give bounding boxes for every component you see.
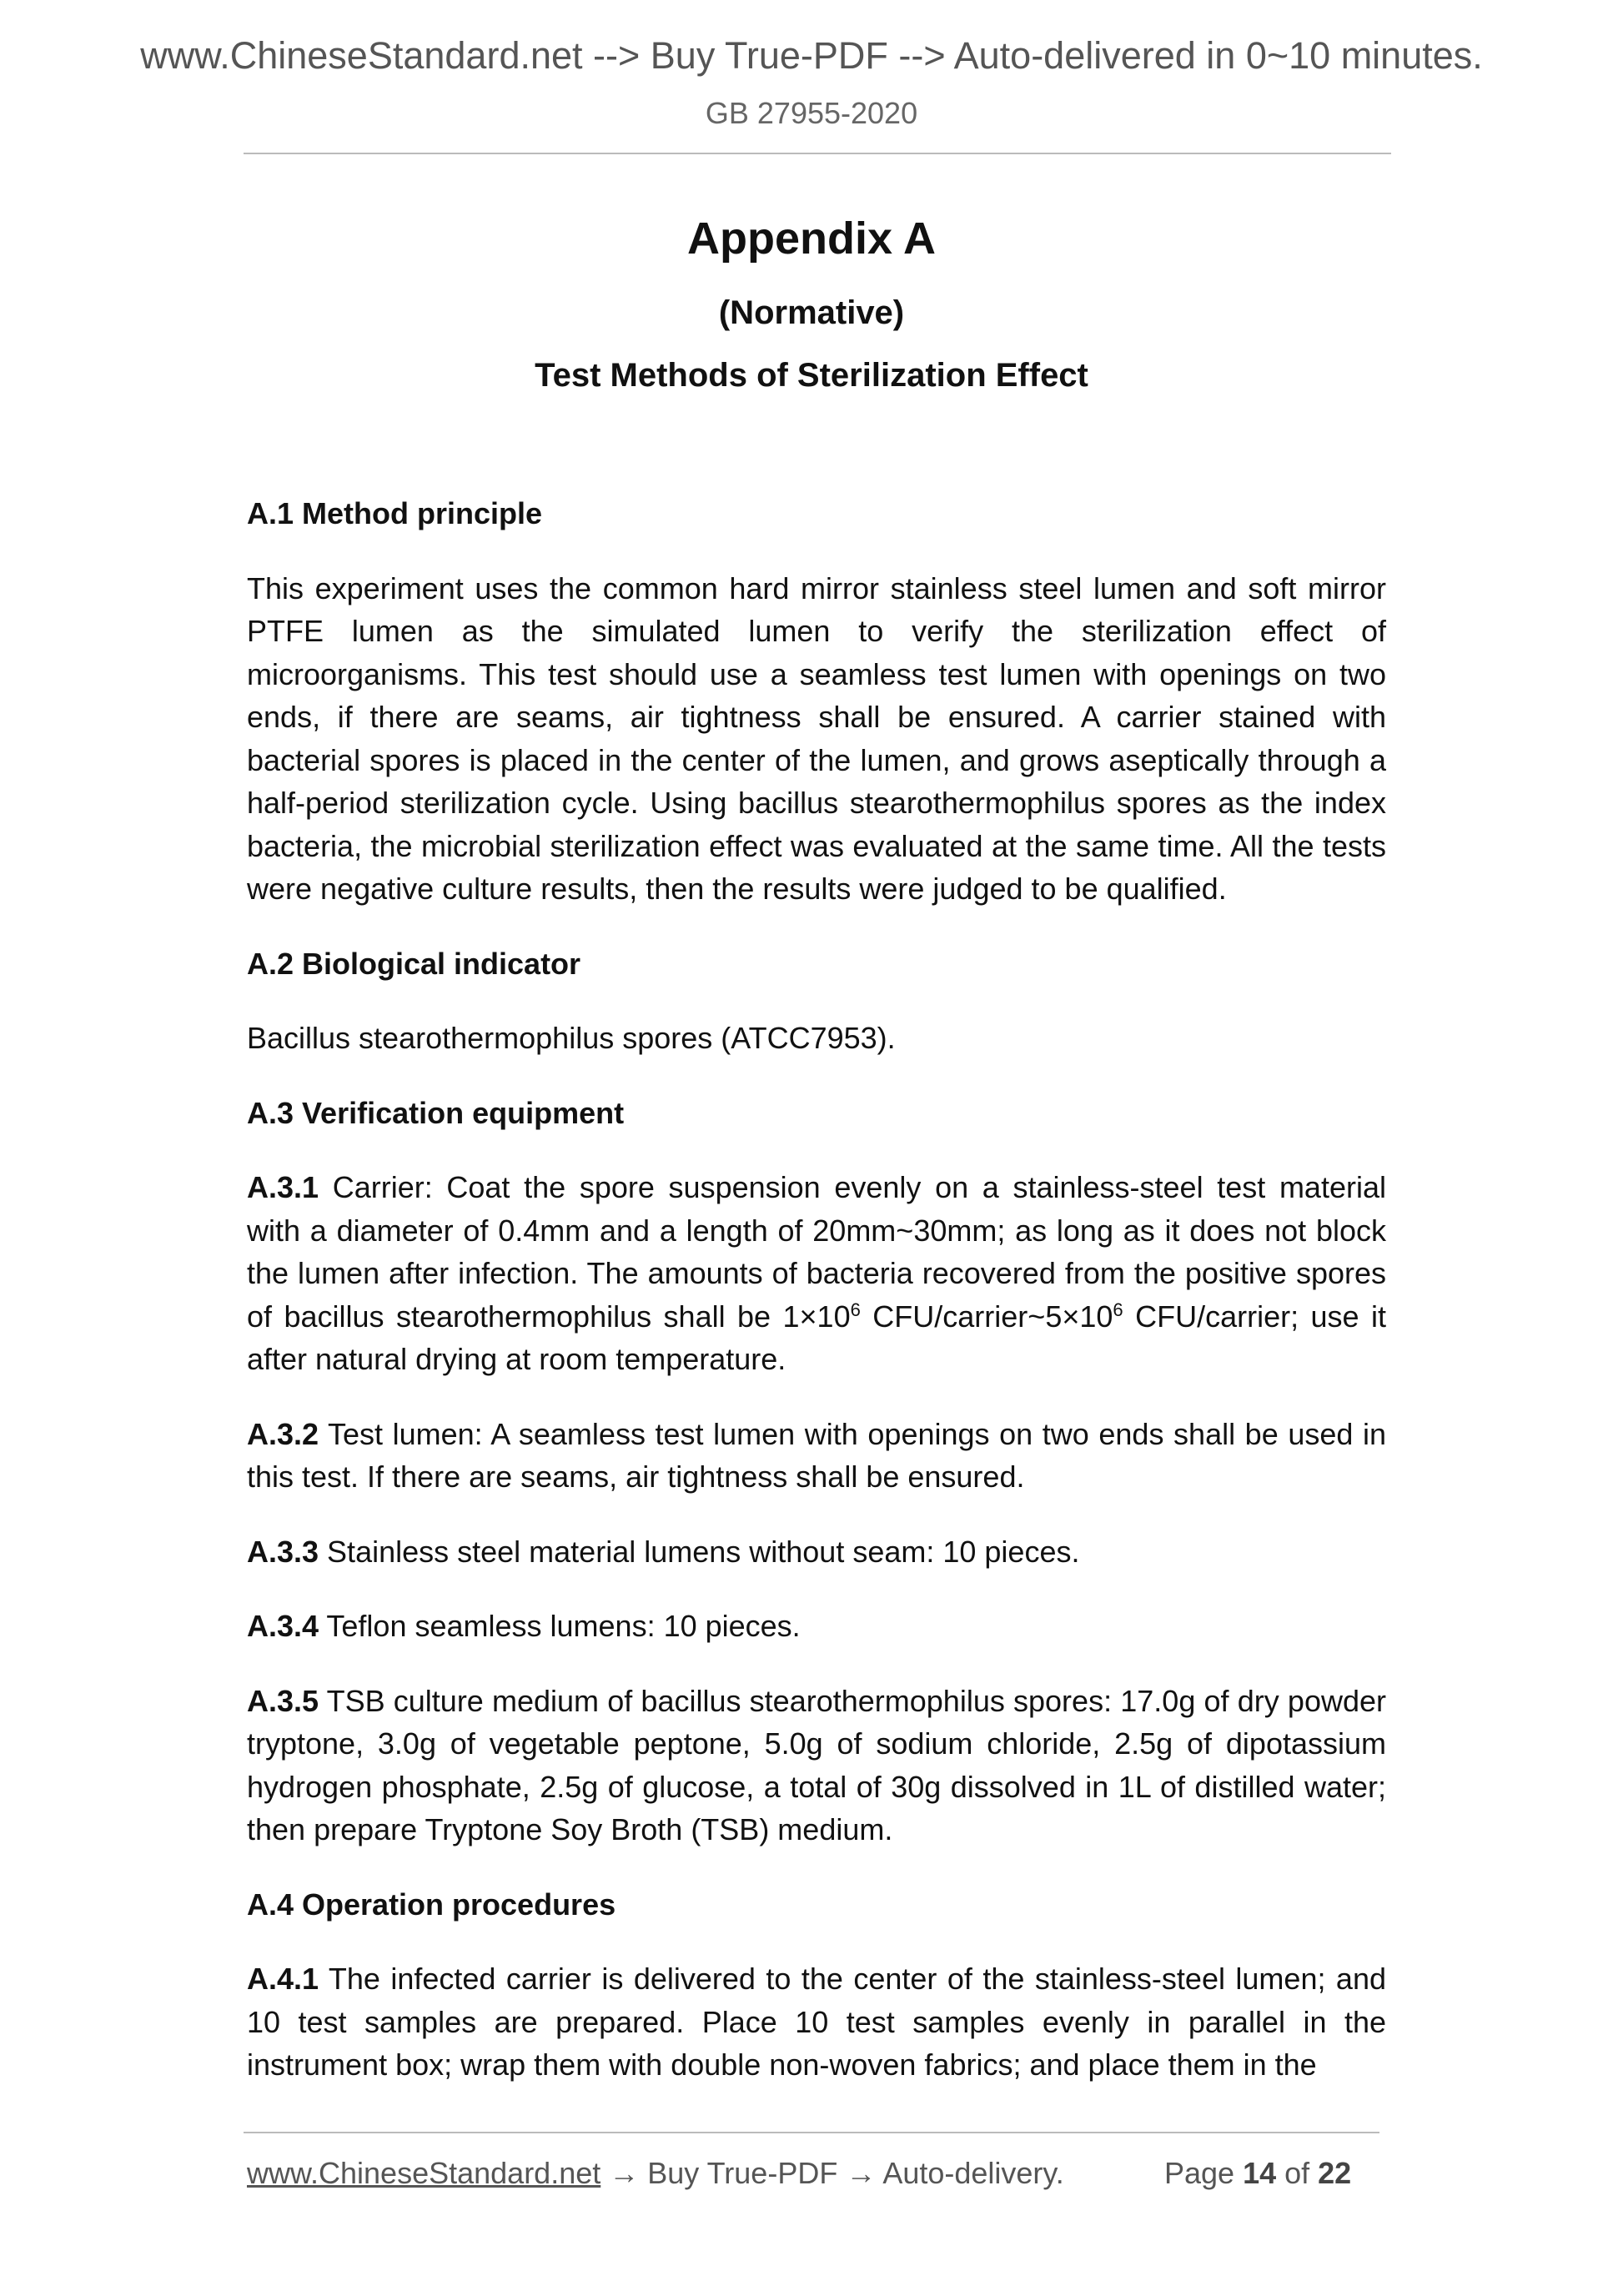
clause-text-a31-part2: CFU/carrier~5×10 (860, 1299, 1113, 1334)
clause-text-a31-part1: Carrier: Coat the spore suspension evenly on a stainless-steel test material with a diameter of 0.4mm and a length of 20mm~30mm; as long as it does not block the lumen after infection. The amounts of bacteria recovered from the positive spores of bacillus stearothermophilus shall be 1×10 (247, 1170, 1386, 1334)
header-banner: www.ChineseStandard.net --> Buy True-PDF --> Auto-delivered in 0~10 minutes. (140, 34, 1483, 77)
footer-promo (247, 2156, 1064, 2191)
document-code: GB 27955-2020 (705, 96, 918, 130)
section-heading-a2: A.2 Biological indicator (247, 946, 581, 981)
appendix-type: (Normative) (718, 294, 905, 331)
paragraph-a31 (247, 1166, 1386, 1381)
clause-text-a41: The infected carrier is delivered to the center of the stainless-steel lumen; and 10 test samples are prepared. Place 10 test samples evenly in parallel in the instrument box; wrap them with double non-woven fabrics; and place them in the (247, 1962, 1386, 2082)
paragraph-a32 (247, 1413, 1386, 1499)
paragraph-a41 (247, 1957, 1386, 2087)
paragraph-a34 (247, 1605, 1386, 1648)
clause-text-a35: TSB culture medium of bacillus stearothermophilus spores: 17.0g of dry powder tryptone, 3.0g of vegetable peptone, 5.0g of sodium chloride, 2.5g of dipotassium hydrogen phosphate, 2.5g of glucose, a total of 30g dissolved in 1L of distilled water; then prepare Tryptone Soy Broth (TSB) medium. (247, 1683, 1386, 1846)
clause-number-a32: A.3.2 (247, 1416, 319, 1451)
paragraph-a1: This experiment uses the common hard mirror stainless steel lumen and soft mirror PTFE lumen as the simulated lumen to verify the sterilization effect of microorganisms. This test should use a seamless test lumen with openings on two ends, if there are seams, air tightness shall be ensured. A carrier stained with bacterial spores is placed in the center of the lumen, and grows aseptically through a half-period sterilization cycle. Using bacillus stearothermophilus spores as the index bacteria, the microbial sterilization effect was evaluated at the same time. All the tests were negative culture results, then the results were judged to be qualified. (247, 570, 1386, 906)
exponent-a31-1: 6 (850, 1299, 861, 1320)
exponent-a31-2: 6 (1113, 1299, 1123, 1320)
footer-site-link[interactable]: www.ChineseStandard.net (247, 2156, 601, 2190)
clause-number-a35: A.3.5 (247, 1683, 319, 1718)
page-current: 14 (1243, 2156, 1277, 2190)
appendix-title: Appendix A (686, 214, 936, 264)
clause-text-a34: Teflon seamless lumens: 10 pieces. (319, 1609, 801, 1643)
paragraph-a2: Bacillus stearothermophilus spores (ATCC7953). (247, 1021, 896, 1055)
clause-number-a34: A.3.4 (247, 1609, 319, 1643)
page-total: 22 (1318, 2156, 1352, 2190)
document-body (247, 492, 1386, 2118)
section-heading-a1: A.1 Method principle (247, 496, 543, 530)
footer-promo-text: → Buy True-PDF → Auto-delivery. (600, 2156, 1064, 2190)
clause-number-a31: A.3.1 (247, 1170, 319, 1204)
page-indicator (1164, 2156, 1351, 2191)
clause-number-a33: A.3.3 (247, 1534, 319, 1569)
section-heading-a3: A.3 Verification equipment (247, 1095, 625, 1130)
clause-number-a41: A.4.1 (247, 1962, 319, 1996)
paragraph-a35 (247, 1680, 1386, 1851)
section-heading-a4: A.4 Operation procedures (247, 1887, 616, 1922)
appendix-heading: Test Methods of Sterilization Effect (535, 357, 1088, 394)
clause-text-a31-part3: CFU/carrier; use it after natural drying at room temperature. (247, 1299, 1387, 1376)
clause-text-a32: Test lumen: A seamless test lumen with openings on two ends shall be used in this test. If there are seams, air tightness shall be ensured. (247, 1416, 1386, 1494)
page-of-label: of (1276, 2156, 1319, 2190)
header-divider (244, 153, 1391, 154)
title-block (0, 213, 1623, 394)
paragraph-a33 (247, 1530, 1386, 1574)
page-label: Page (1164, 2156, 1244, 2190)
clause-text-a33: Stainless steel material lumens without seam: 10 pieces. (319, 1534, 1080, 1569)
footer-divider (244, 2132, 1379, 2133)
